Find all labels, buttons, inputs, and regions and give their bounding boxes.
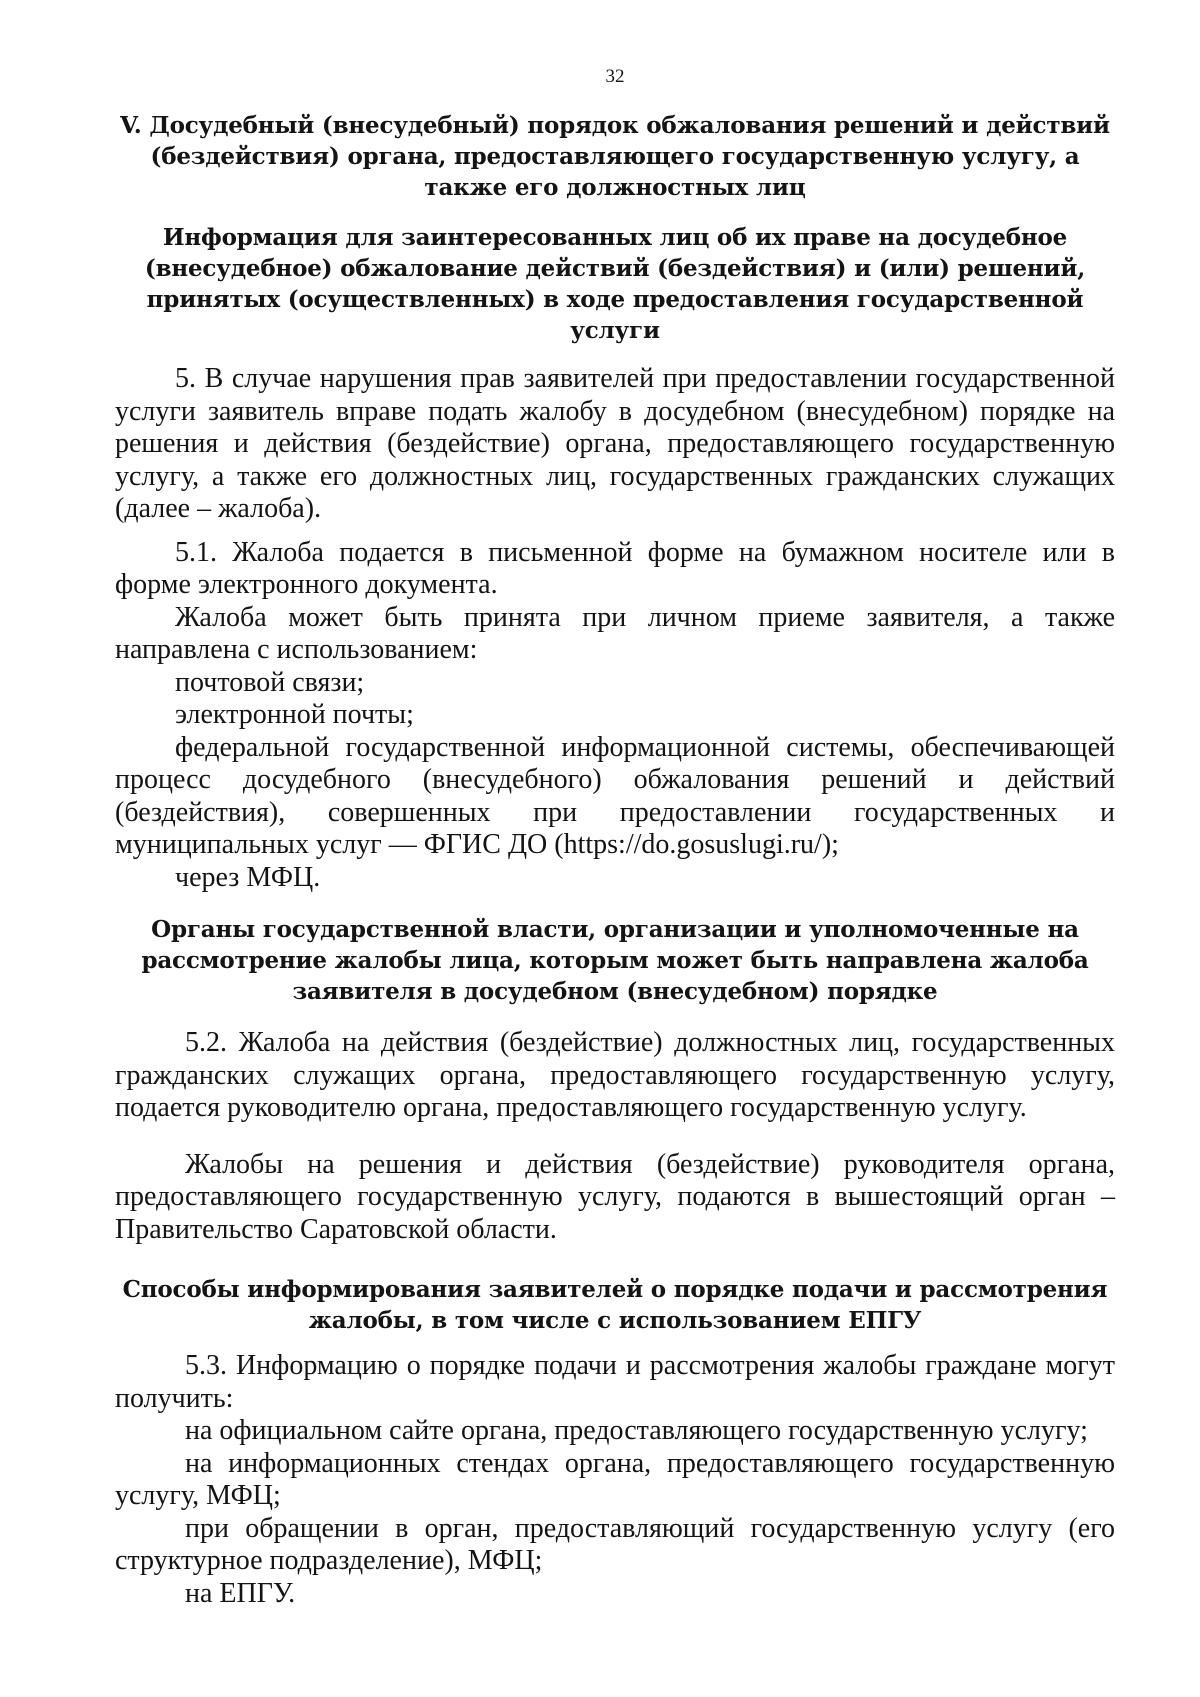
info-item-website: на официальном сайте органа, предоставляющего государственную услугу; [185, 1415, 1088, 1446]
paragraph-5: 5. В случае нарушения прав заявителей при предоставлении государственной услуги заявитель вправе подать жалобу в досудебном (внесудебном) порядке на решения и действия (бездействие) органа, предоставляющего государственную услугу, а также его должностных лиц, государственных гражданских служащих (далее – жалоба). [115, 363, 1115, 524]
info-item-visit: при обращении в орган, предоставляющий государственную услугу (его структурное подразделение), МФЦ; [115, 1512, 1115, 1576]
heading-info-rights: Информация для заинтересованных лиц об их праве на досудебное (внесудебное) обжалование действий (бездействия) и (или) решений, принятых (осуществленных) в ходе предоставления государственной услуги [144, 224, 1086, 344]
paragraph-5-2: 5.2. Жалоба на действия (бездействие) должностных лиц, государственных гражданских служащих органа, предоставляющего государственную услугу, подается руководителю органа, предоставляющего государственную услугу. [115, 1027, 1115, 1123]
heading-informing: Способы информирования заявителей о порядке подачи и рассмотрения жалобы, в том числе с использованием ЕПГУ [122, 1276, 1108, 1334]
heading-authorities: Органы государственной власти, организации и уполномоченные на рассмотрение жалобы лица, которым может быть направлена жалоба заявителя в досудебном (внесудебном) порядке [141, 916, 1089, 1005]
channel-item-fgis: федеральной государственной информационной системы, обеспечивающей процесс досудебного (внесудебного) обжалования решений и действий (бездействия), совершенных при предоставлении государственных и муниципальных услуг — ФГИС ДО (https://do.gosuslugi.ru/); [115, 731, 1115, 860]
section-title: V. Досудебный (внесудебный) порядок обжалования решений и действий (бездействия) органа, предоставляющего государственную услугу, а также его должностных лиц [120, 112, 1110, 201]
info-item-stands: на информационных стендах органа, предоставляющего государственную услугу, МФЦ; [115, 1447, 1115, 1511]
paragraph-head-complaints: Жалобы на решения и действия (бездействие) руководителя органа, предоставляющего государственную услугу, подаются в вышестоящий орган – Правительство Саратовской области. [115, 1148, 1115, 1245]
paragraph-accept-methods: Жалоба может быть принята при личном приеме заявителя, а также направлена с использованием: [115, 601, 1115, 665]
page-number: 32 [605, 66, 625, 87]
document-page [115, 66, 1115, 1610]
paragraph-5-3: 5.3. Информацию о порядке подачи и рассмотрения жалобы граждане могут получить: [115, 1350, 1115, 1414]
paragraph-5-1: 5.1. Жалоба подается в письменной форме на бумажном носителе или в форме электронного документа. [115, 536, 1115, 600]
channel-item-email: электронной почты; [175, 699, 414, 730]
info-item-epgu: на ЕПГУ. [185, 1577, 296, 1609]
channel-item-mfc: через МФЦ. [175, 861, 321, 893]
channel-item-post: почтовой связи; [175, 666, 365, 698]
